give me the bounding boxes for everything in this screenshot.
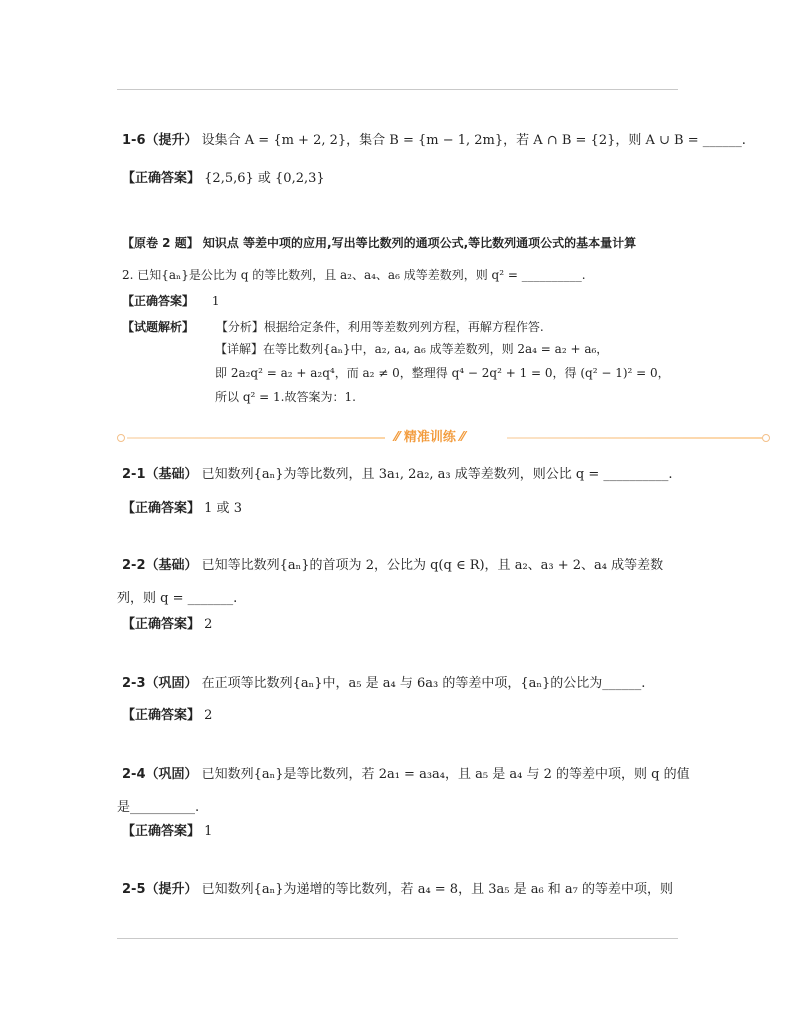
question-2-1 (122, 466, 702, 484)
answer-value: {2,5,6} 或 {0,2,3} (204, 171, 325, 186)
divider-line-right (507, 437, 762, 439)
question-number: 2-3（巩固） (122, 676, 198, 691)
answer-2-2 (122, 616, 702, 634)
answer-value: 1 (211, 294, 220, 308)
question-text: 已知数列{aₙ}是等比数列，若 2a₁ = a₃a₄，且 a₅ 是 a₄ 与 2 的等差中项，则 q 的值 (201, 767, 690, 782)
answer-1-6 (122, 170, 702, 188)
question-2-4-continued: 是__________. (117, 800, 200, 815)
analysis-label: 【试题解析】 (122, 320, 195, 334)
question-text: 已知数列{aₙ}为等比数列，且 3a₁, 2a₂, a₃ 成等差数列，则公比 q = __________. (201, 467, 673, 482)
answer-value: 1 或 3 (204, 501, 242, 516)
question-number: 2-2（基础） (122, 558, 198, 573)
bottom-rule (117, 938, 678, 939)
answer-label: 【正确答案】 (122, 501, 201, 516)
original-answer (122, 292, 702, 310)
question-number: 2-1（基础） (122, 467, 198, 482)
question-text: 已知等比数列{aₙ}的首项为 2，公比为 q(q ∈ R)，且 a₂、a₃ + 2、a₄ 成等差数 (201, 558, 664, 573)
divider-dot (117, 434, 125, 442)
analysis-line-2: 【详解】在等比数列{aₙ}中，a₂, a₄, a₆ 成等差数列，则 2a₄ = a₂ + a₆， (215, 342, 609, 356)
answer-label: 【正确答案】 (122, 708, 201, 723)
answer-label: 【正确答案】 (122, 294, 195, 308)
divider-dot (762, 434, 770, 442)
question-text: 在正项等比数列{aₙ}中，a₅ 是 a₄ 与 6a₃ 的等差中项，{aₙ}的公比为______. (201, 676, 646, 691)
analysis-text: 【分析】根据给定条件，利用等差数列列方程，再解方程作答. (215, 320, 544, 334)
divider-line-left (127, 437, 385, 439)
question-2-4 (122, 766, 702, 784)
question-number: 2-4（巩固） (122, 767, 198, 782)
answer-2-1 (122, 500, 702, 518)
answer-value: 2 (204, 617, 213, 632)
question-text: 已知数列{aₙ}为递增的等比数列，若 a₄ = 8，且 3a₅ 是 a₆ 和 a₇ 的等差中项，则 (201, 882, 674, 897)
answer-value: 1 (204, 824, 213, 839)
answer-value: 2 (204, 708, 213, 723)
question-text: 设集合 A = {m + 2, 2}，集合 B = {m − 1, 2m}，若 A ∩ B = {2}，则 A ∪ B = ______. (201, 133, 746, 148)
question-number: 1-6（提升） (122, 133, 198, 148)
answer-label: 【正确答案】 (122, 824, 201, 839)
top-rule (117, 89, 678, 90)
question-2-5 (122, 881, 702, 899)
question-2-2-continued: 列，则 q = _______. (117, 591, 238, 606)
original-question-header: 【原卷 2 题】 知识点 等差中项的应用,写出等比数列的通项公式,等比数列通项公式的基本量计算 (122, 236, 637, 250)
answer-2-3 (122, 707, 702, 725)
answer-label: 【正确答案】 (122, 171, 201, 186)
original-question-text: 2. 已知{aₙ}是公比为 q 的等比数列，且 a₂、a₄、a₆ 成等差数列，则 q² = __________. (122, 268, 586, 282)
question-2-2 (122, 557, 702, 575)
question-number: 2-5（提升） (122, 882, 198, 897)
analysis-line-3: 即 2a₂q² = a₂ + a₂q⁴，而 a₂ ≠ 0，整理得 q⁴ − 2q² + 1 = 0，得 (q² − 1)² = 0， (215, 366, 670, 380)
question-1-6 (122, 132, 746, 150)
section-title: ⁄⁄ 精准训练 ⁄⁄ (395, 430, 465, 445)
section-divider (117, 428, 772, 448)
analysis-line-4: 所以 q² = 1.故答案为：1. (215, 390, 356, 404)
answer-label: 【正确答案】 (122, 617, 201, 632)
analysis-line-1 (122, 318, 702, 336)
question-2-3 (122, 675, 702, 693)
answer-2-4 (122, 823, 702, 841)
